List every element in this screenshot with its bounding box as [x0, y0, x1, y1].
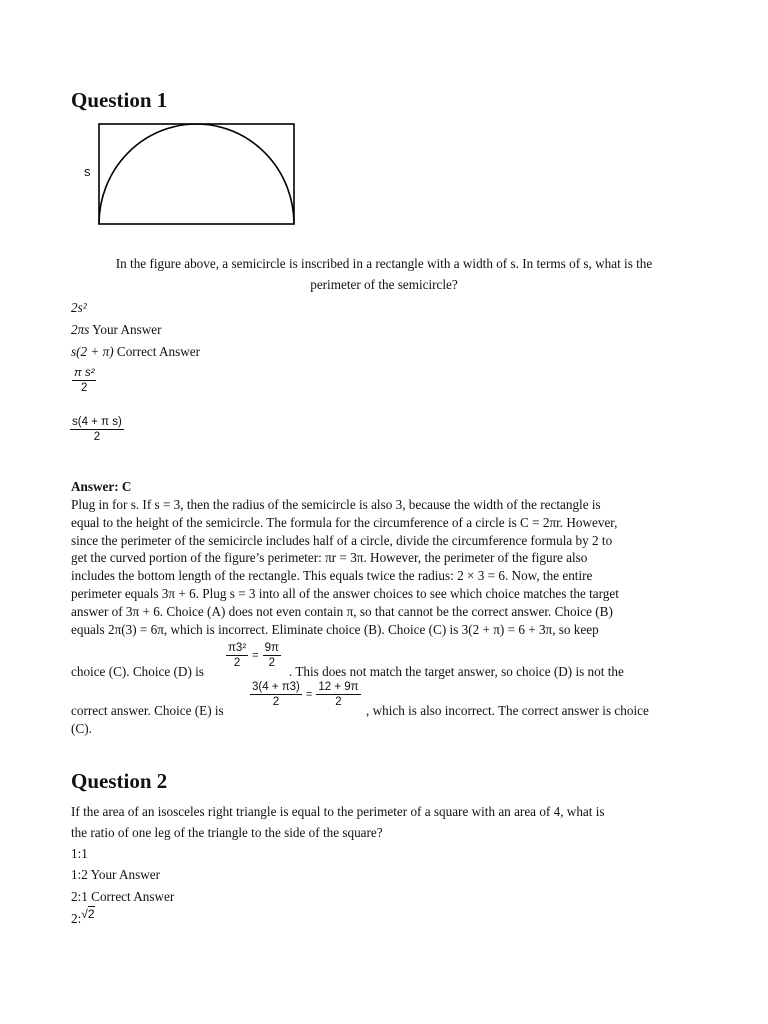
equation-e-left-fraction: [250, 681, 302, 708]
choice-d-fraction: [72, 367, 96, 394]
choice-c-correct-answer-tag: Correct Answer: [116, 344, 201, 359]
equation-d-right-denominator: 2: [268, 657, 275, 669]
explanation-line: answer of 3π + 6. Choice (A) does not even contain π, so that cannot be the correct answer. Choice (B): [71, 603, 613, 619]
question-2-choice-b: 1:2 Your Answer: [71, 867, 161, 882]
explanation-line: Plug in for s. If s = 3, then the radius of the semicircle is also 3, because the width of the rectangle is: [71, 497, 601, 512]
equation-d-left-numerator: π3²: [228, 642, 247, 654]
choice-d: [72, 367, 96, 394]
choice-e: [70, 416, 124, 443]
question-2-choice-d: [71, 907, 95, 927]
choice-c: [71, 344, 200, 360]
question-2-heading: Question 2: [71, 769, 168, 793]
explanation-paragraph: [71, 496, 711, 638]
answer-label: Answer: C: [71, 479, 132, 494]
equation-e-right-numerator: 12 + 9π: [318, 681, 359, 693]
semicircle-in-rectangle-diagram: [70, 118, 302, 230]
question-2-prompt-line-1: If the area of an isosceles right triangle is equal to the perimeter of a square with an area of 4, what is: [71, 804, 605, 819]
explanation-line-choice-e-suffix: , which is also incorrect. The correct answer is choice: [366, 703, 649, 718]
question-1-heading: Question 1: [71, 88, 168, 112]
equation-d-left-denominator: 2: [233, 657, 241, 669]
choice-b: [71, 322, 162, 338]
equation-d-left-fraction: [226, 642, 248, 669]
equation-e: [250, 681, 361, 708]
explanation-line-choice-d-suffix: . This does not match the target answer, so choice (D) is not the: [289, 664, 624, 679]
equation-e-right-denominator: 2: [335, 696, 342, 708]
question-2-choice-d-prefix: 2:: [71, 911, 82, 926]
equation-e-left-numerator: 3(4 + π3): [252, 681, 300, 693]
explanation-line-choice-d-prefix: choice (C). Choice (D) is: [71, 664, 204, 679]
equation-d-equals: =: [252, 649, 259, 662]
choice-e-fraction: [70, 416, 124, 443]
explanation-line: since the perimeter of the semicircle includes half of a circle, divide the circumference formula by 2 to: [71, 532, 613, 548]
choice-b-math: 2πs: [71, 322, 90, 337]
equation-e-right-fraction: [316, 681, 360, 708]
sqrt-radicand: 2: [87, 907, 95, 921]
choice-d-denominator: 2: [81, 382, 88, 394]
question-1-prompt-line-1: In the figure above, a semicircle is inscribed in a rectangle with a width of s. In terms of s, what is the: [115, 256, 653, 271]
choice-e-denominator: 2: [93, 431, 101, 443]
equation-d-right-fraction: [263, 642, 281, 669]
semicircle-arc: [99, 124, 294, 224]
explanation-last-line: (C).: [71, 721, 92, 736]
explanation-line: perimeter equals 3π + 6. Plug s = 3 into all of the answer choices to see which choice matches the target: [71, 585, 619, 601]
explanation-line: equal to the height of the semicircle. The formula for the circumference of a circle is C = 2πr. However,: [71, 514, 618, 530]
question-2-choice-c: 2:1 Correct Answer: [71, 889, 175, 904]
equation-d-right-numerator: 9π: [264, 642, 279, 654]
sqrt-icon: √2: [81, 907, 95, 921]
explanation-line-choice-e-prefix: correct answer. Choice (E) is: [71, 703, 224, 718]
rectangle-shape: [99, 124, 294, 224]
question-1-prompt-line-2: perimeter of the semicircle?: [310, 277, 458, 292]
explanation-line: equals 2π(3) = 6π, which is incorrect. Eliminate choice (B). Choice (C) is 3(2 + π) = 6 + 3π, so keep: [71, 621, 599, 637]
choice-d-numerator: π s²: [74, 367, 95, 379]
question-2-prompt-line-2: the ratio of one leg of the triangle to the side of the square?: [71, 825, 383, 840]
choice-a: 2s²: [71, 300, 87, 315]
question-2-choice-a: 1:1: [71, 846, 88, 861]
choice-c-math: s(2 + π): [71, 344, 114, 359]
explanation-line: get the curved portion of the figure’s perimeter: πr = 3π. However, the perimeter of the figure also: [71, 550, 588, 566]
choice-b-your-answer-tag: Your Answer: [92, 322, 162, 337]
equation-e-left-denominator: 2: [272, 696, 280, 708]
explanation-line: includes the bottom length of the rectangle. This equals twice the radius: 2 × 3 = 6. Now, the entire: [71, 568, 593, 584]
equation-d: [226, 642, 281, 669]
equation-e-equals: =: [305, 688, 313, 701]
semicircle-figure: [70, 118, 302, 230]
figure-label-s: s: [84, 164, 91, 179]
choice-e-numerator: s(4 + π s): [72, 416, 122, 428]
